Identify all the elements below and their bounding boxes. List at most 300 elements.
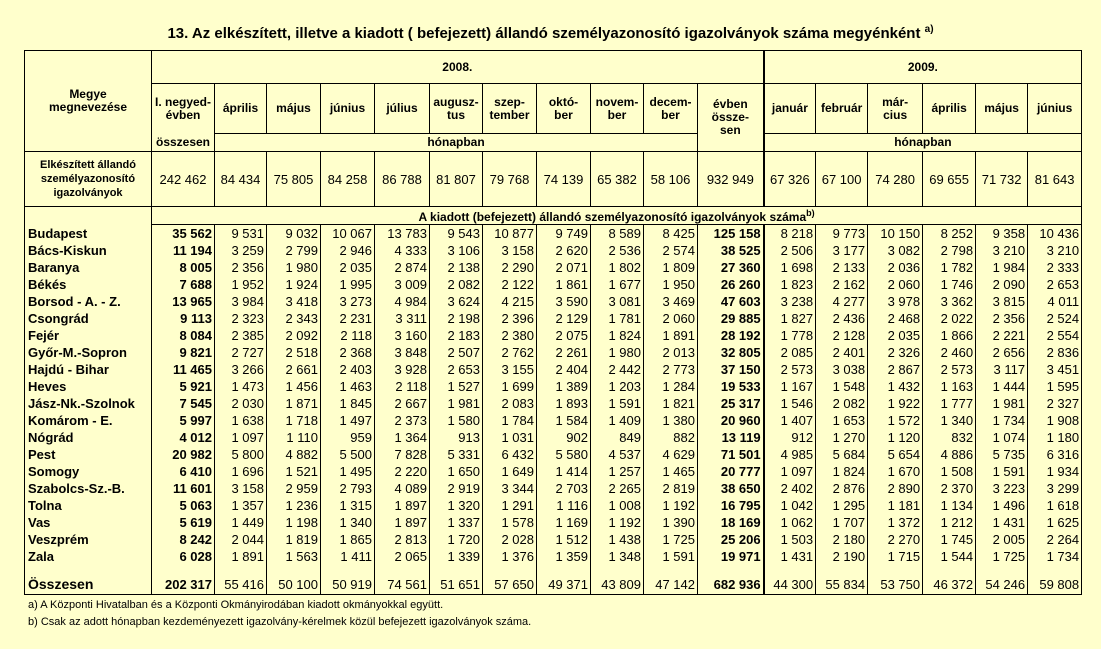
caption-footnote-mark: b) <box>806 208 815 218</box>
value-cell <box>430 293 483 310</box>
value-text: 1 315 <box>339 498 372 513</box>
value-cell <box>375 412 430 429</box>
value-cell <box>764 378 816 395</box>
value-cell <box>321 446 375 463</box>
value-cell <box>644 259 698 276</box>
value-text: 1 389 <box>555 379 588 394</box>
county-name-text: Baranya <box>28 260 80 275</box>
value-cell <box>483 361 537 378</box>
value-text: 37 150 <box>720 362 761 377</box>
value-text: 3 418 <box>285 294 318 309</box>
value-cell <box>215 293 267 310</box>
value-cell <box>375 497 430 514</box>
spacer-cell <box>1028 565 1082 575</box>
month-header-line: április <box>931 101 967 115</box>
value-text: 8 425 <box>662 226 695 241</box>
value-cell <box>868 480 923 497</box>
value-text: 2 946 <box>339 243 372 258</box>
value-text: 1 409 <box>608 413 641 428</box>
value-cell <box>430 395 483 412</box>
value-text: 32 805 <box>720 345 761 360</box>
value-text: 3 311 <box>395 311 427 326</box>
value-cell <box>215 395 267 412</box>
month-header-line: május <box>984 101 1019 115</box>
value-text: 1 407 <box>780 413 814 428</box>
value-text: 2 036 <box>887 260 921 275</box>
value-cell <box>537 446 591 463</box>
value-text: 1 496 <box>992 498 1026 513</box>
table-row <box>25 344 1082 361</box>
spacer-cell <box>267 565 321 575</box>
value-cell <box>868 575 923 595</box>
produced-value <box>816 152 868 207</box>
value-cell <box>152 276 215 293</box>
value-text: 1 339 <box>447 549 480 564</box>
value-cell <box>644 497 698 514</box>
value-cell <box>868 310 923 327</box>
value-text: 55 416 <box>224 577 264 592</box>
value-text: 2 380 <box>501 328 534 343</box>
value-cell <box>868 276 923 293</box>
value-cell <box>215 548 267 565</box>
value-cell <box>267 497 321 514</box>
value-cell <box>152 344 215 361</box>
value-cell <box>868 497 923 514</box>
q1-header-line: I. negyed- <box>154 94 211 109</box>
value-cell <box>923 327 976 344</box>
value-cell <box>267 242 321 259</box>
value-text: 67 100 <box>821 171 862 187</box>
value-text: 2 919 <box>447 481 480 496</box>
value-text: 4 011 <box>1047 294 1080 309</box>
month-header-line: cius <box>883 107 908 122</box>
value-cell <box>816 259 868 276</box>
value-cell <box>868 378 923 395</box>
value-cell <box>698 497 764 514</box>
value-text: 1 411 <box>340 549 372 564</box>
county-header <box>25 51 152 152</box>
value-text: 3 451 <box>1046 362 1080 377</box>
value-text: 9 032 <box>285 226 318 241</box>
value-cell <box>321 293 375 310</box>
spacer-cell <box>698 565 764 575</box>
value-text: 959 <box>350 430 372 445</box>
value-cell <box>698 242 764 259</box>
value-text: 2 128 <box>832 328 866 343</box>
value-cell <box>537 344 591 361</box>
value-text: 74 139 <box>543 171 584 187</box>
value-text: 81 643 <box>1034 171 1075 187</box>
value-cell <box>698 327 764 344</box>
value-text: 2 356 <box>231 260 264 275</box>
value-text: 1 638 <box>231 413 264 428</box>
value-text: 1 527 <box>447 379 480 394</box>
month-header-line: ber <box>607 107 627 122</box>
value-cell <box>430 361 483 378</box>
value-text: 1 819 <box>285 532 318 547</box>
value-cell <box>923 293 976 310</box>
month-header-2008 <box>591 84 644 134</box>
value-text: 1 116 <box>556 498 588 513</box>
value-text: 1 376 <box>501 549 534 564</box>
value-cell <box>976 378 1028 395</box>
value-cell <box>644 293 698 310</box>
value-text: 1 922 <box>887 396 921 411</box>
value-cell <box>375 259 430 276</box>
value-cell <box>591 327 644 344</box>
value-text: 8 084 <box>179 328 212 343</box>
table-row <box>25 293 1082 310</box>
spacer-cell <box>816 565 868 575</box>
produced-value <box>1028 152 1082 207</box>
value-text: 6 316 <box>1046 447 1080 462</box>
value-text: 1 192 <box>662 498 695 513</box>
value-text: 1 181 <box>887 498 921 513</box>
value-text: 10 150 <box>880 226 921 241</box>
spacer-cell <box>764 565 816 575</box>
value-cell <box>375 361 430 378</box>
value-text: 1 340 <box>339 515 372 530</box>
value-text: 7 828 <box>394 447 427 462</box>
value-text: 1 823 <box>780 277 814 292</box>
value-cell <box>267 429 321 446</box>
value-text: 9 113 <box>180 311 212 326</box>
value-cell <box>976 531 1028 548</box>
county-name-text: Somogy <box>28 464 80 479</box>
value-text: 2 890 <box>887 481 921 496</box>
unit-2009 <box>764 134 1082 152</box>
value-cell <box>764 344 816 361</box>
value-text: 2 799 <box>285 243 318 258</box>
produced-value <box>976 152 1028 207</box>
header-row-years <box>25 51 1082 84</box>
value-text: 8 218 <box>780 226 814 241</box>
value-text: 2 022 <box>940 311 974 326</box>
value-cell <box>816 378 868 395</box>
value-cell <box>483 548 537 565</box>
value-text: 4 537 <box>608 447 641 462</box>
month-header-line: már- <box>882 94 909 109</box>
value-cell <box>430 480 483 497</box>
value-cell <box>976 361 1028 378</box>
value-text: 1 163 <box>940 379 974 394</box>
total-header-line: évben <box>712 97 748 111</box>
table-row <box>25 531 1082 548</box>
value-cell <box>267 225 321 243</box>
value-text: 1 295 <box>832 498 866 513</box>
value-cell <box>816 242 868 259</box>
value-cell <box>1028 412 1082 429</box>
value-text: 19 971 <box>720 549 761 564</box>
value-cell <box>976 514 1028 531</box>
value-cell <box>1028 361 1082 378</box>
value-text: 51 651 <box>440 577 480 592</box>
value-text: 58 106 <box>650 171 691 187</box>
value-text: 1 734 <box>992 413 1026 428</box>
produced-value <box>152 152 215 207</box>
value-text: 3 210 <box>992 243 1026 258</box>
value-text: 2 442 <box>608 362 641 377</box>
spacer-cell <box>430 565 483 575</box>
produced-value <box>215 152 267 207</box>
value-cell <box>537 575 591 595</box>
value-text: 242 462 <box>159 171 207 187</box>
value-text: 1 512 <box>555 532 588 547</box>
value-text: 84 434 <box>220 171 261 187</box>
value-cell <box>430 531 483 548</box>
month-header-line: tember <box>489 107 530 122</box>
county-name-text: Zala <box>28 549 55 564</box>
value-cell <box>537 378 591 395</box>
value-cell <box>375 429 430 446</box>
value-text: 2 013 <box>662 345 695 360</box>
county-name-text: Tolna <box>28 498 62 513</box>
value-text: 79 768 <box>489 171 530 187</box>
value-text: 2 404 <box>555 362 588 377</box>
value-cell <box>537 293 591 310</box>
unit-label: hónapban <box>894 135 952 149</box>
value-text: 1 595 <box>1046 379 1080 394</box>
value-text: 35 562 <box>172 226 212 241</box>
value-cell <box>1028 327 1082 344</box>
value-cell <box>215 344 267 361</box>
value-cell <box>644 575 698 595</box>
value-text: 1 653 <box>832 413 866 428</box>
value-cell <box>215 361 267 378</box>
value-cell <box>267 293 321 310</box>
value-cell <box>644 242 698 259</box>
value-cell <box>375 463 430 480</box>
value-text: 5 735 <box>992 447 1026 462</box>
value-text: 1 591 <box>992 464 1026 479</box>
value-cell <box>375 327 430 344</box>
value-cell <box>923 514 976 531</box>
total-header-line: össze- <box>711 110 749 124</box>
value-text: 2 065 <box>394 549 427 564</box>
county-name-text: Komárom - E. <box>28 413 113 428</box>
value-cell <box>698 480 764 497</box>
produced-label-line: igazolványok <box>53 187 123 199</box>
produced-value <box>321 152 375 207</box>
value-text: 2 507 <box>447 345 480 360</box>
value-cell <box>868 327 923 344</box>
value-cell <box>267 531 321 548</box>
value-text: 2 035 <box>887 328 921 343</box>
value-cell <box>976 412 1028 429</box>
spacer-row <box>25 565 1082 575</box>
title-text: 13. Az elkészített, illetve a kiadott ( befejezett) állandó személyazonosító igazolványok száma megyénként <box>167 25 921 42</box>
produced-value <box>923 152 976 207</box>
value-cell <box>816 293 868 310</box>
value-text: 1 578 <box>501 515 534 530</box>
county-name <box>25 225 152 243</box>
value-cell <box>483 514 537 531</box>
value-text: 1 236 <box>285 498 318 513</box>
header-row-units <box>25 134 1082 152</box>
value-text: 1 357 <box>231 498 264 513</box>
unit-label: hónapban <box>427 135 485 149</box>
value-text: 10 877 <box>494 226 534 241</box>
value-text: 1 984 <box>992 260 1026 275</box>
value-cell <box>537 531 591 548</box>
county-name-text: Borsod - A. - Z. <box>28 294 121 309</box>
value-text: 4 012 <box>179 430 212 445</box>
value-text: 2 075 <box>555 328 588 343</box>
value-cell <box>923 429 976 446</box>
value-cell <box>923 531 976 548</box>
value-cell <box>698 259 764 276</box>
value-text: 74 561 <box>387 577 427 592</box>
value-text: 1 291 <box>501 498 534 513</box>
value-text: 2 092 <box>285 328 318 343</box>
value-cell <box>1028 514 1082 531</box>
value-cell <box>537 412 591 429</box>
value-cell <box>976 259 1028 276</box>
value-cell <box>698 548 764 565</box>
value-cell <box>483 575 537 595</box>
value-cell <box>537 429 591 446</box>
value-text: 5 997 <box>179 413 212 428</box>
value-cell <box>483 327 537 344</box>
value-cell <box>267 412 321 429</box>
month-header-2008 <box>267 84 321 134</box>
value-cell <box>152 310 215 327</box>
value-text: 1 198 <box>285 515 318 530</box>
value-text: 2 370 <box>940 481 974 496</box>
produced-row <box>25 152 1082 207</box>
value-text: 1 473 <box>231 379 264 394</box>
value-text: 3 344 <box>501 481 534 496</box>
value-cell <box>764 497 816 514</box>
value-text: 1 891 <box>662 328 695 343</box>
value-text: 1 824 <box>832 464 866 479</box>
table-row <box>25 412 1082 429</box>
value-text: 54 246 <box>985 577 1026 592</box>
value-text: 1 031 <box>501 430 534 445</box>
value-cell <box>591 463 644 480</box>
value-text: 1 180 <box>1046 430 1080 445</box>
value-text: 2 333 <box>1046 260 1080 275</box>
value-text: 1 745 <box>940 532 974 547</box>
value-text: 2 270 <box>887 532 921 547</box>
value-cell <box>1028 242 1082 259</box>
produced-value <box>644 152 698 207</box>
produced-value <box>764 152 816 207</box>
value-cell <box>152 514 215 531</box>
value-cell <box>976 480 1028 497</box>
value-text: 55 834 <box>825 577 866 592</box>
value-cell <box>764 225 816 243</box>
value-text: 71 501 <box>720 447 761 462</box>
value-cell <box>1028 225 1082 243</box>
value-cell <box>152 378 215 395</box>
value-text: 2 290 <box>501 260 534 275</box>
value-cell <box>868 463 923 480</box>
value-text: 1 508 <box>940 464 974 479</box>
table-row <box>25 497 1082 514</box>
value-cell <box>267 310 321 327</box>
county-name <box>25 514 152 531</box>
value-text: 2 082 <box>447 277 480 292</box>
month-header-line: ber <box>661 107 680 122</box>
value-text: 3 160 <box>394 328 427 343</box>
value-text: 9 543 <box>447 226 480 241</box>
value-text: 2 518 <box>285 345 318 360</box>
county-name-text: Szabolcs-Sz.-B. <box>28 481 125 496</box>
value-text: 2 231 <box>339 311 372 326</box>
value-text: 2 773 <box>662 362 695 377</box>
value-cell <box>644 395 698 412</box>
value-cell <box>764 429 816 446</box>
value-cell <box>321 378 375 395</box>
value-text: 2 005 <box>992 532 1026 547</box>
value-text: 1 746 <box>940 277 974 292</box>
value-cell <box>976 242 1028 259</box>
value-text: 3 624 <box>447 294 480 309</box>
value-cell <box>152 361 215 378</box>
value-text: 1 980 <box>285 260 318 275</box>
value-text: 2 836 <box>1046 345 1080 360</box>
value-text: 1 591 <box>662 549 695 564</box>
value-text: 1 698 <box>780 260 814 275</box>
value-text: 2 060 <box>887 277 921 292</box>
value-text: 3 082 <box>887 243 921 258</box>
value-text: 7 688 <box>179 277 212 292</box>
value-text: 3 106 <box>447 243 480 258</box>
value-text: 902 <box>566 430 588 445</box>
month-header-line: január <box>771 101 808 115</box>
value-text: 9 531 <box>231 226 264 241</box>
table-row <box>25 242 1082 259</box>
value-text: 1 781 <box>608 311 641 326</box>
value-cell <box>215 412 267 429</box>
value-cell <box>591 429 644 446</box>
value-text: 47 142 <box>655 577 695 592</box>
value-text: 1 097 <box>780 464 814 479</box>
value-text: 1 074 <box>992 430 1026 445</box>
value-cell <box>1028 344 1082 361</box>
value-text: 5 921 <box>179 379 212 394</box>
month-header-line: június <box>329 101 366 115</box>
month-header-2008 <box>644 84 698 134</box>
county-name <box>25 446 152 463</box>
unit-2008 <box>215 134 698 152</box>
value-text: 1 845 <box>339 396 372 411</box>
value-text: 3 117 <box>993 362 1026 377</box>
county-name <box>25 463 152 480</box>
value-text: 3 815 <box>992 294 1026 309</box>
year-2009-header <box>764 51 1082 84</box>
value-cell <box>591 514 644 531</box>
value-text: 2 813 <box>394 532 427 547</box>
value-cell <box>375 293 430 310</box>
value-cell <box>430 276 483 293</box>
value-text: 1 897 <box>394 498 427 513</box>
issued-caption-text: A kiadott (befejezett) állandó személyazonosító igazolványok száma <box>418 210 807 224</box>
value-text: 1 456 <box>285 379 318 394</box>
value-text: 1 320 <box>447 498 480 513</box>
table-row <box>25 310 1082 327</box>
produced-value <box>483 152 537 207</box>
value-text: 913 <box>458 430 480 445</box>
value-cell <box>816 327 868 344</box>
value-text: 1 650 <box>447 464 480 479</box>
value-cell <box>923 344 976 361</box>
issued-caption-row <box>25 207 1082 225</box>
value-text: 1 707 <box>832 515 866 530</box>
value-text: 202 317 <box>165 577 212 592</box>
value-cell <box>215 531 267 548</box>
